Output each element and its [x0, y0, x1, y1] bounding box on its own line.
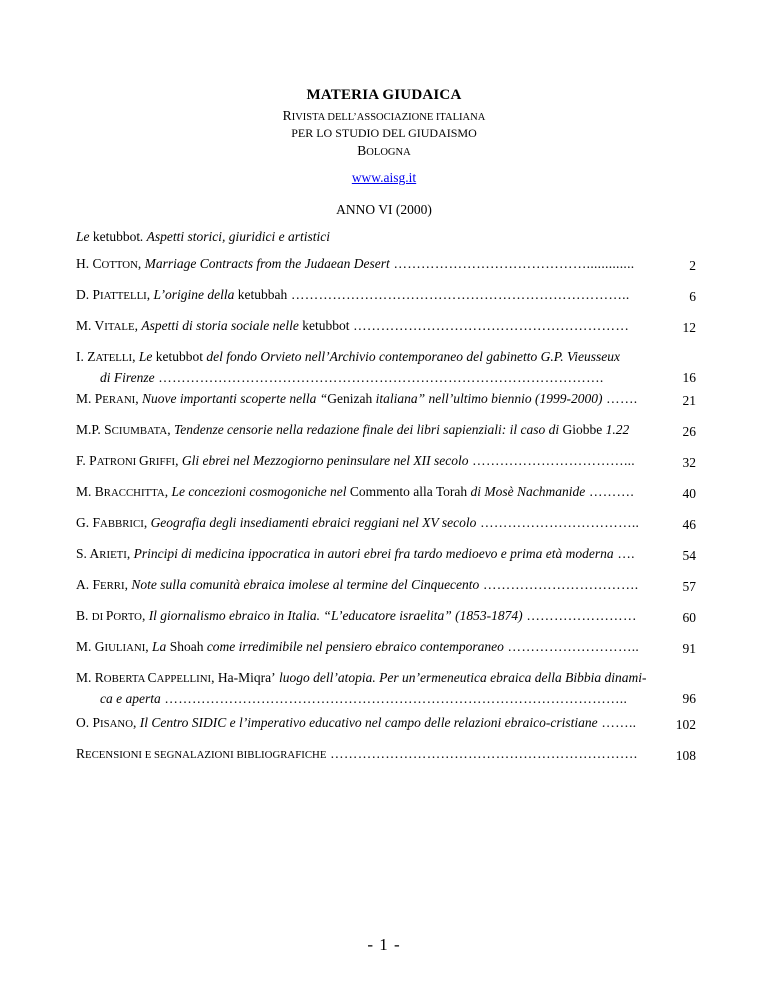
toc-page-number: 57: [682, 579, 696, 594]
toc-entry-piattelli: D. PIATTELLI, L’origine della ketubbah ……………………………………………………………….. 6: [76, 287, 696, 304]
toc-entry-perani: M. PERANI, Nuove importanti scoperte nella “Genizah italiana” nell’ultimo biennio (1999-2000) ……. 21: [76, 391, 696, 408]
journal-city: BOLOGNA: [357, 143, 411, 158]
toc-page-number: 102: [675, 717, 696, 732]
toc-page-number: 40: [682, 486, 696, 501]
website-line: [0, 170, 768, 186]
volume-year: ANNO VI (2000): [336, 202, 432, 217]
toc-page-number: 26: [682, 424, 696, 439]
toc-page-number: 6: [689, 289, 696, 304]
toc-page-number: 12: [682, 320, 696, 335]
toc-page-number: 60: [682, 610, 696, 625]
toc-entry-recensioni: RECENSIONI E SEGNALAZIONI BIBLIOGRAFICHE …………………………………………………………. 108: [76, 746, 696, 763]
toc-entry-sciumbata: M.P. SCIUMBATA, Tendenze censorie nella redazione finale dei libri sapienziali: il caso di Giobbe 1.22 26: [76, 422, 696, 439]
website-link[interactable]: www.aisg.it: [351, 170, 417, 185]
toc-entry-patroni-griffi: F. PATRONI GRIFFI, Gli ebrei nel Mezzogiorno peninsulare nel XII secolo ……………………………... 32: [76, 453, 696, 470]
toc-page-number: 2: [689, 258, 696, 273]
toc-entry-cotton: H. COTTON, Marriage Contracts from the Judaean Desert ……………………………………............. 2: [76, 256, 696, 273]
journal-title: MATERIA GIUDAICA: [306, 87, 462, 103]
toc-page-number: 32: [682, 455, 696, 470]
toc-page-number: 54: [682, 548, 696, 563]
toc-page-number: 108: [675, 748, 696, 763]
toc-entry-arieti: S. ARIETI, Principi di medicina ippocratica in autori ebrei fra tardo medioevo e prima età moderna …. 54: [76, 546, 696, 563]
page-number: - 1 -: [367, 935, 401, 954]
journal-subtitle-line2: PER LO STUDIO DEL GIUDAISMO: [291, 126, 477, 140]
toc-page-number: 96: [682, 691, 696, 706]
toc-entry-bracchitta: M. BRACCHITTA, Le concezioni cosmogoniche nel Commento alla Torah di Mosè Nachmanide ………. 40: [76, 484, 696, 501]
toc-entry-giuliani: M. GIULIANI, La Shoah come irredimibile nel pensiero ebraico contemporaneo ……………………….. 91: [76, 639, 696, 656]
toc-entry-zatelli: I. ZATELLI, Le ketubbot del fondo Orvieto nell’Archivio contemporaneo del gabinetto G.P. Vieusseux di Firenze ……………………………………………………………………………………. 16: [76, 349, 696, 385]
toc-page-number: 16: [682, 370, 696, 385]
toc-entry-di-porto: B. DI PORTO, Il giornalismo ebraico in Italia. “L’educatore israelita” (1853-1874) …………………… 60: [76, 608, 696, 625]
toc-page-number: 46: [682, 517, 696, 532]
toc-entry-pisano: O. PISANO, Il Centro SIDIC e l’imperativo educativo nel campo delle relazioni ebraico-cristiane …….. 102: [76, 715, 696, 732]
toc-page-number: 91: [682, 641, 696, 656]
toc-entry-vitale: M. VITALE, Aspetti di storia sociale nelle ketubbot …………………………………………………… 12: [76, 318, 696, 335]
journal-subtitle-line1: RIVISTA DELL’ASSOCIAZIONE ITALIANA: [282, 108, 486, 123]
section-heading: Le ketubbot. Aspetti storici, giuridici e artistici: [76, 229, 330, 244]
toc-page-number: 21: [682, 393, 696, 408]
toc-entry-fabbrici: G. FABBRICI, Geografia degli insediamenti ebraici reggiani nel XV secolo …………………………….. 46: [76, 515, 696, 532]
toc-entry-cappellini: M. ROBERTA CAPPELLINI, Ha-Miqra’ luogo dell’atopia. Per un’ermeneutica ebraica della Bibbia dinami- ca e aperta ……………………………………………………………………………………….. 96: [76, 670, 696, 706]
toc-entry-ferri: A. FERRI, Note sulla comunità ebraica imolese al termine del Cinquecento ……………………………. 57: [76, 577, 696, 594]
